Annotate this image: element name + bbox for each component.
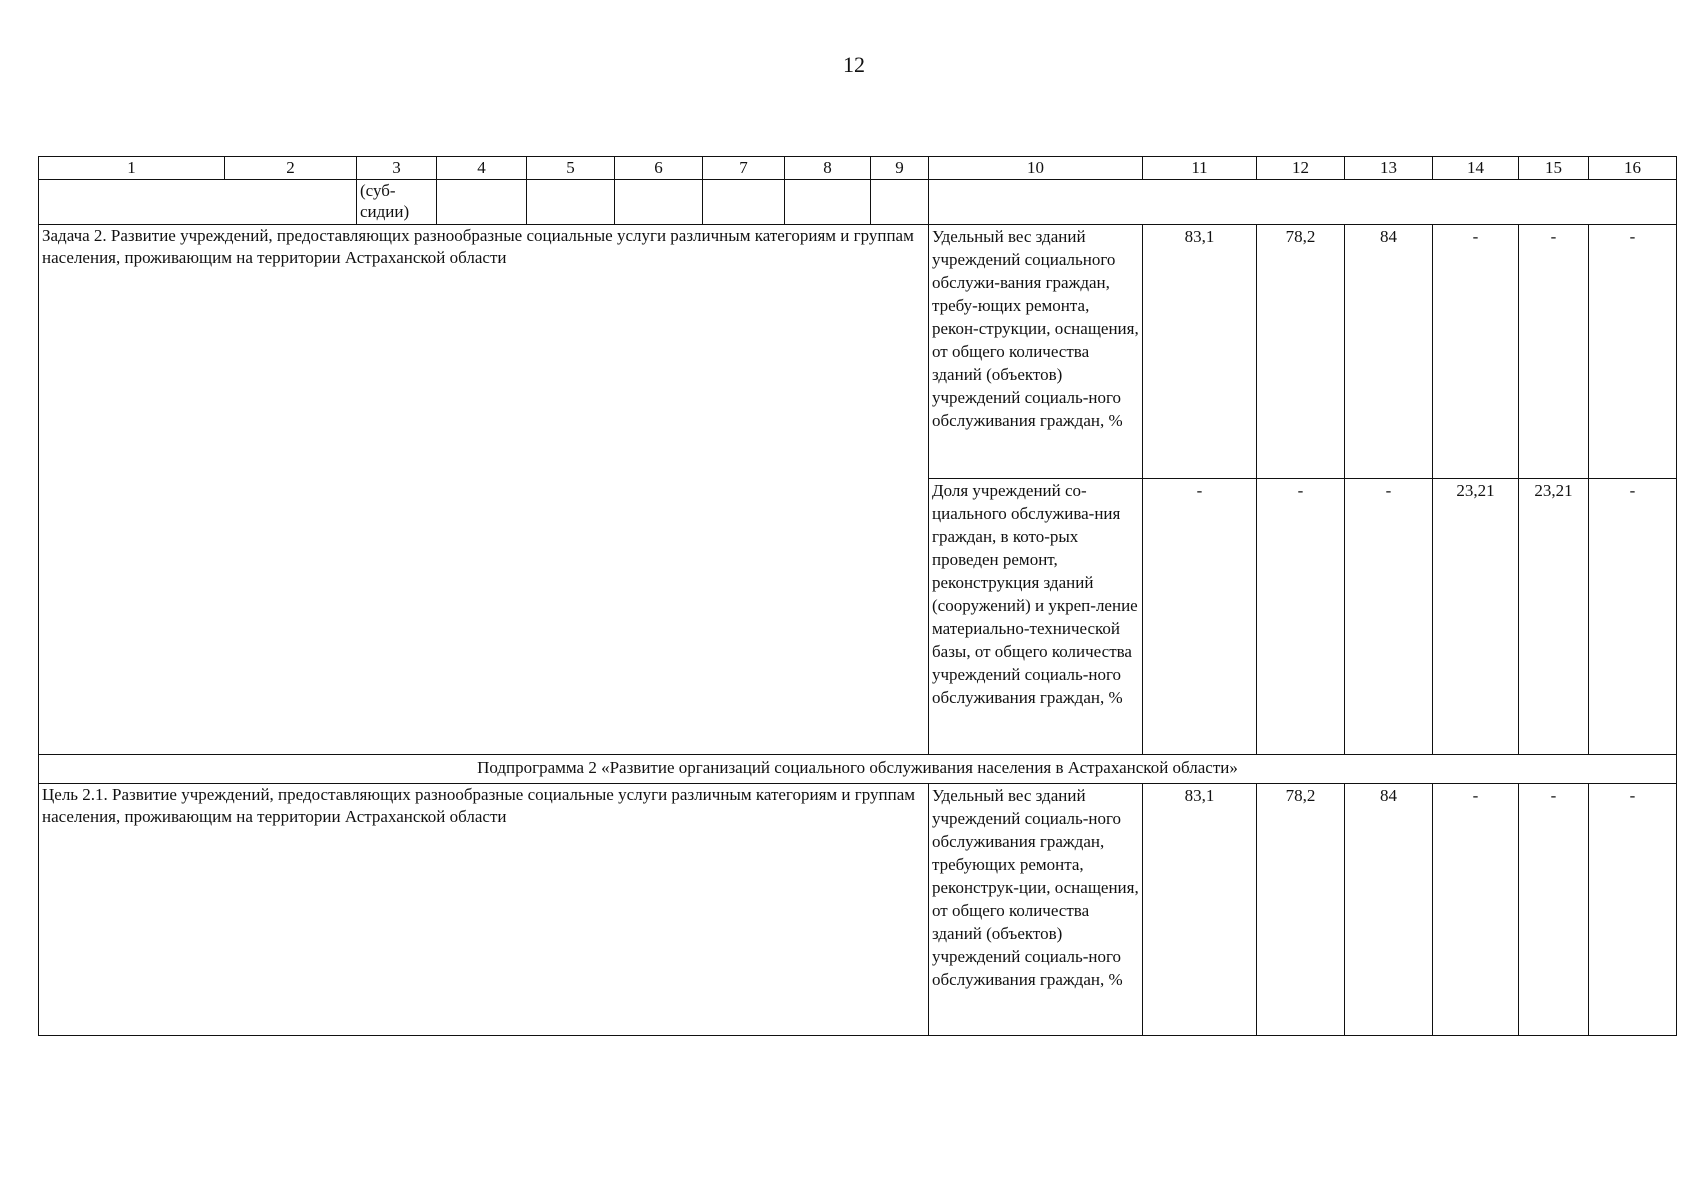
column-header: 11 (1143, 157, 1257, 180)
indicator-value: 83,1 (1143, 784, 1257, 1036)
table-row (39, 784, 1677, 1036)
column-header: 16 (1589, 157, 1677, 180)
indicator-value: 23,21 (1519, 479, 1589, 755)
goal-text: Цель 2.1. Развитие учреждений, предоставляющих разнообразные социальные услуги различным категориям и группам населения, проживающим на территории Астраханской области (39, 784, 929, 1036)
indicator-value: - (1257, 479, 1345, 755)
column-header: 13 (1345, 157, 1433, 180)
indicator-value: 84 (1345, 225, 1433, 479)
indicator-value: 83,1 (1143, 225, 1257, 479)
indicator-value: 78,2 (1257, 784, 1345, 1036)
indicator-value: - (1519, 225, 1589, 479)
column-header: 12 (1257, 157, 1345, 180)
column-header: 10 (929, 157, 1143, 180)
indicator-name: Доля учреждений со-циального обслужива-ния граждан, в кото-рых проведен ремонт, реконструкция зданий (сооружений) и укреп-ление материально-технической базы, от общего количества учреждений социаль-ного обслуживания граждан, % (929, 479, 1143, 755)
indicator-name: Удельный вес зданий учреждений социального обслужи-вания граждан, требу-ющих ремонта, рекон-струкции, оснащения, от общего количества зданий (объектов) учреждений социаль-ного обслуживания граждан, % (929, 225, 1143, 479)
indicator-value: - (1589, 225, 1677, 479)
column-header: 6 (615, 157, 703, 180)
indicator-value: - (1519, 784, 1589, 1036)
continuation-row (39, 180, 1677, 225)
column-header: 15 (1519, 157, 1589, 180)
column-header: 9 (871, 157, 929, 180)
indicator-value: - (1143, 479, 1257, 755)
column-header: 1 (39, 157, 225, 180)
column-header: 7 (703, 157, 785, 180)
indicator-name: Удельный вес зданий учреждений социаль-ного обслуживания граждан, требующих ремонта, реконструк-ции, оснащения, от общего количества зданий (объектов) учреждений социаль-ного обслуживания граждан, % (929, 784, 1143, 1036)
page-number: 12 (843, 52, 865, 77)
indicators-table (38, 156, 1677, 1036)
column-header: 14 (1433, 157, 1519, 180)
indicator-value: - (1433, 784, 1519, 1036)
column-header: 5 (527, 157, 615, 180)
column-header: 3 (357, 157, 437, 180)
column-header: 2 (225, 157, 357, 180)
indicator-value: - (1589, 479, 1677, 755)
column-header: 8 (785, 157, 871, 180)
table-row (39, 225, 1677, 479)
subprogram-title: Подпрограмма 2 «Развитие организаций социального обслуживания населения в Астраханской области» (39, 755, 1677, 784)
indicator-value: 78,2 (1257, 225, 1345, 479)
indicator-value: 23,21 (1433, 479, 1519, 755)
indicator-value: 84 (1345, 784, 1433, 1036)
subprogram-row (39, 755, 1677, 784)
column-header: 4 (437, 157, 527, 180)
indicator-value: - (1345, 479, 1433, 755)
task-text: Задача 2. Развитие учреждений, предоставляющих разнообразные социальные услуги различным категориям и группам населения, проживающим на территории Астраханской области (39, 225, 929, 755)
indicator-value: - (1589, 784, 1677, 1036)
indicator-value: - (1433, 225, 1519, 479)
subsidy-continuation: (суб- сидии) (357, 180, 437, 225)
column-number-row (39, 157, 1677, 180)
